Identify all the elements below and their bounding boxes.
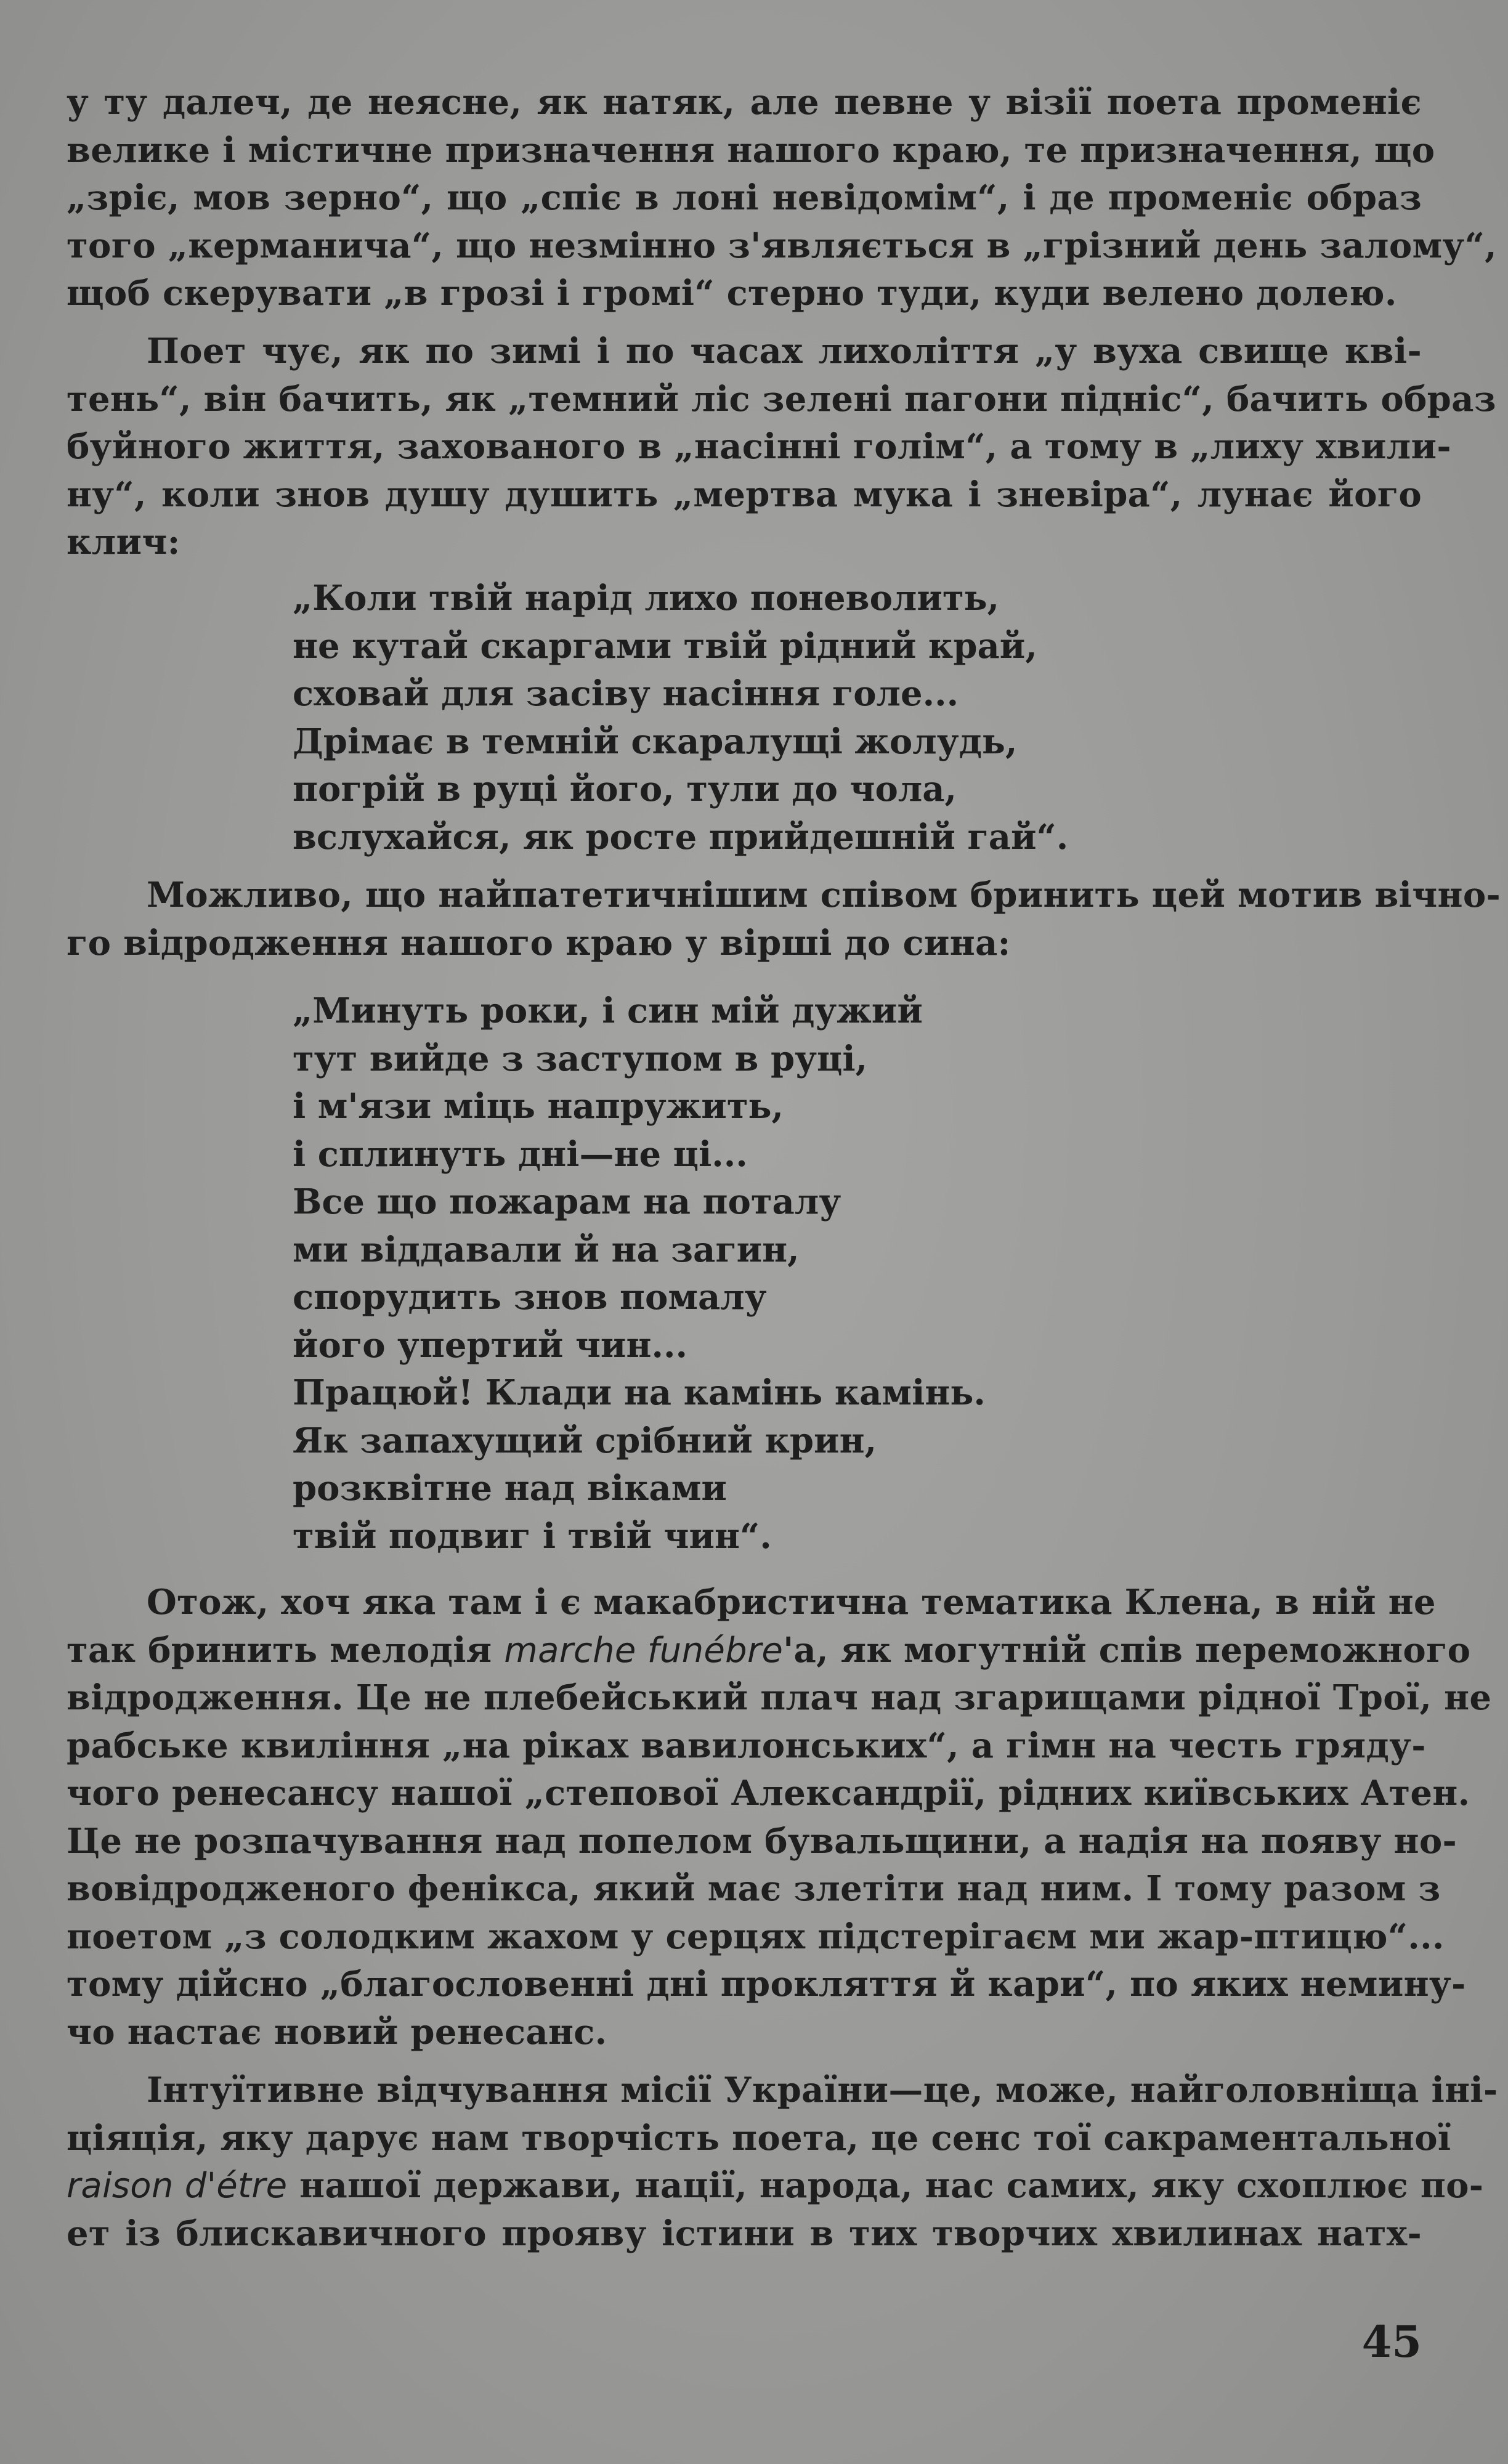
verse-line: Працюй! Клади на камінь камінь. bbox=[293, 1372, 986, 1413]
verse-line: твій подвиг і твій чин“. bbox=[293, 1515, 772, 1557]
text-line: Можливо, що найпатетичнішим співом бринить цей мотив вічно- bbox=[147, 875, 1501, 915]
verse-line: і м'язи міць напружить, bbox=[293, 1086, 784, 1127]
paragraph-poet-hears bbox=[67, 328, 1496, 567]
verse-line: „Коли твій нарід лихо поневолить, bbox=[293, 578, 1000, 618]
paragraph bbox=[67, 872, 1501, 967]
verse-line: його упертий чин... bbox=[293, 1324, 687, 1366]
verse-line: погрій в руці його, тули до чола, bbox=[293, 769, 957, 809]
paragraph-continuation bbox=[67, 79, 1497, 318]
text-line bbox=[67, 2162, 1484, 2210]
text-line: ну“, коли знов душу душить „мертва мука і зневіра“, лунає його bbox=[67, 474, 1422, 515]
text-line: щоб скерувати „в грозі і громі“ стерно туди, куди велено долею. bbox=[67, 273, 1397, 314]
text-line: Поет чує, як по зимі і по часах лихоліття „у вуха свище кві- bbox=[147, 331, 1422, 371]
verse-quote-2 bbox=[293, 987, 986, 1560]
verse-line: „Минуть роки, і син мій дужий bbox=[293, 991, 923, 1031]
text-line: чого ренесансу нашої „степової Александрії, рідних київських Атен. bbox=[67, 1773, 1470, 1814]
paragraph-renaissance bbox=[67, 1579, 1492, 2056]
italic-phrase: marche funébre bbox=[504, 1630, 784, 1671]
text-line bbox=[67, 1627, 1471, 1675]
text-line: ет із блискавичного прояву істини в тих творчих хвилинах натх- bbox=[67, 2213, 1422, 2254]
text-line: поетом „з солодким жахом у серцях підстерігаєм ми жар-птицю“... bbox=[67, 1916, 1445, 1957]
verse-line: сховай для засіву насіння голе... bbox=[293, 673, 959, 714]
verse-line: Дрімає в темній скаралущі жолудь, bbox=[293, 721, 1018, 762]
paragraph bbox=[67, 328, 1496, 567]
text-fragment: нашої держави, нації, народа, нас самих, яку схоплює по- bbox=[287, 2165, 1484, 2206]
text-line: Це не розпачування над попелом бувальщини, а надія на появу но- bbox=[67, 1820, 1457, 1862]
verse-line: вслухайся, як росте прийдешній гай“. bbox=[293, 816, 1069, 857]
text-line: рабське квиління „на ріках вавилонських“, а гімн на честь гряду- bbox=[67, 1725, 1426, 1766]
text-fragment: 'а, як могутній спів переможного bbox=[783, 1629, 1471, 1671]
text-line: у ту далеч, де неясне, як натяк, але певне у візії поета променіє bbox=[67, 82, 1422, 123]
verse-line: не кутай скаргами твій рідний край, bbox=[293, 625, 1037, 667]
paragraph-son-poem bbox=[67, 872, 1501, 967]
paragraph bbox=[67, 1579, 1492, 2056]
text-line: тень“, він бачить, як „темний ліс зелені пагони підніс“, бачить образ bbox=[67, 378, 1496, 419]
verse-line: розквітне над віками bbox=[293, 1468, 727, 1509]
verse-line: Як запахущий срібний крин, bbox=[293, 1420, 877, 1461]
paragraph-intuitive-mission bbox=[67, 2067, 1498, 2258]
verse-line: спорудить знов помалу bbox=[293, 1277, 767, 1318]
text-line: „зріє, мов зерно“, що „спіє в лоні невідомім“, і де променіє образ bbox=[67, 177, 1422, 218]
text-line: тому дійсно „благословенні дні прокляття й кари“, по яких немину- bbox=[67, 1964, 1466, 2004]
verse-line: тут вийде з заступом в руці, bbox=[293, 1038, 868, 1079]
text-line: Інтуїтивне відчування місії України—це, може, найголовніща іні- bbox=[147, 2070, 1498, 2110]
page-number: 45 bbox=[1361, 2316, 1422, 2367]
verse-line: і сплинуть дні—не ці... bbox=[293, 1133, 748, 1175]
text-line: чо настає новий ренесанс. bbox=[67, 2011, 607, 2053]
text-fragment: так бринить мелодія bbox=[67, 1629, 505, 1671]
text-line: го відродження нашого краю у вірші до сина: bbox=[67, 922, 1011, 963]
verse-line: ми віддавали й на загин, bbox=[293, 1229, 800, 1270]
text-line: того „керманича“, що незмінно з'являється в „грізний день залому“, bbox=[67, 225, 1497, 266]
verse-line: Все що пожарам на поталу bbox=[293, 1181, 841, 1222]
verse-quote-1 bbox=[293, 575, 1068, 861]
paragraph bbox=[67, 2067, 1498, 2258]
text-line: відродження. Це не плебейський плач над згарищами рідної Трої, не bbox=[67, 1677, 1492, 1718]
text-line: буйного життя, захованого в „насінні голім“, а тому в „лиху хвили- bbox=[67, 426, 1451, 467]
italic-phrase: raison d'étre bbox=[67, 2166, 288, 2206]
text-line: клич: bbox=[67, 522, 180, 562]
text-line: вовідродженого фенікса, який має злетіти над ним. І тому разом з bbox=[67, 1868, 1441, 1909]
text-line: Отож, хоч яка там і є макабристична тематика Клена, в ній не bbox=[147, 1582, 1436, 1623]
text-line: велике і містичне призначення нашого краю, те призначення, що bbox=[67, 129, 1435, 171]
paragraph bbox=[67, 79, 1497, 318]
text-line: ціяція, яку дарує нам творчість поета, це сенс тої сакраментальної bbox=[67, 2117, 1451, 2158]
